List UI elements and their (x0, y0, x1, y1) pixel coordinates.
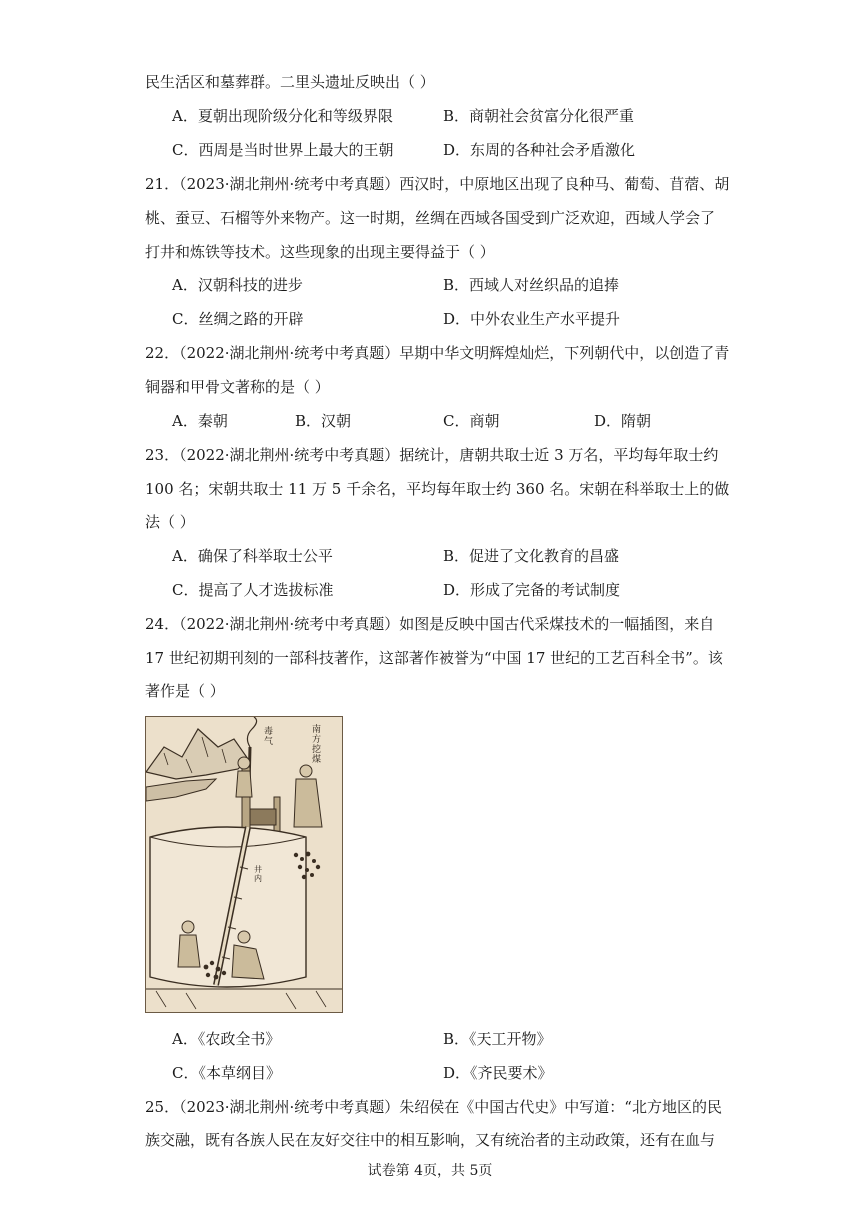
question-22-line-1: 22．（2022·湖北荆州·统考中考真题）早期中华文明辉煌灿烂，下列朝代中，以创造了青 (145, 344, 730, 362)
q23-option-a: A．确保了科举取士公平 (172, 547, 333, 565)
question-21-line-1: 21．（2023·湖北荆州·统考中考真题）西汉时，中原地区出现了良种马、葡萄、苜蓿、胡 (145, 175, 730, 193)
question-20-stem-end: 民生活区和墓葬群。二里头遗址反映出（ ） (145, 73, 435, 91)
q24-option-c: C．《本草纲目》 (172, 1064, 281, 1082)
q20-option-a: A．夏朝出现阶级分化和等级界限 (172, 107, 393, 125)
question-23-line-3: 法（ ） (145, 513, 195, 531)
question-22-line-2: 铜器和甲骨文著称的是（ ） (145, 378, 330, 396)
figure-caption-main: 南方挖煤 (312, 725, 322, 765)
q22-option-a: A．秦朝 (172, 412, 228, 430)
q23-option-d: D．形成了完备的考试制度 (443, 581, 621, 599)
figure-label-inner: 井内 (254, 865, 262, 883)
q21-option-b: B．西域人对丝织品的追捧 (443, 276, 620, 294)
page-footer: 试卷第 4页，共 5页 (367, 1163, 493, 1179)
question-24-line-3: 著作是（ ） (145, 682, 225, 700)
question-23-line-1: 23．（2022·湖北荆州·统考中考真题）据统计，唐朝共取士近 3 万名，平均每年取士约 (145, 446, 719, 464)
q20-option-c: C．西周是当时世界上最大的王朝 (172, 141, 394, 159)
q22-option-b: B．汉朝 (295, 412, 352, 430)
q24-option-a: A．《农政全书》 (172, 1030, 281, 1048)
question-21-line-2: 桃、蚕豆、石榴等外来物产。这一时期，丝绸在西域各国受到广泛欢迎，西域人学会了 (145, 209, 716, 227)
question-24-line-2: 17 世纪初期刊刻的一部科技著作，这部著作被誉为“中国 17 世纪的工艺百科全书”。该 (145, 649, 723, 667)
question-25-line-2: 族交融，既有各族人民在友好交往中的相互影响，又有统治者的主动政策，还有在血与 (145, 1131, 716, 1149)
q24-option-d: D．《齐民要术》 (443, 1064, 553, 1082)
q23-option-b: B．促进了文化教育的昌盛 (443, 547, 620, 565)
q21-option-c: C．丝绸之路的开辟 (172, 310, 304, 328)
question-25-line-1: 25．（2023·湖北荆州·统考中考真题）朱绍侯在《中国古代史》中写道：“北方地区的民 (145, 1098, 722, 1116)
q23-option-c: C．提高了人才选拔标准 (172, 581, 334, 599)
q20-option-d: D．东周的各种社会矛盾激化 (443, 141, 636, 159)
question-24-line-1: 24．（2022·湖北荆州·统考中考真题）如图是反映中国古代采煤技术的一幅插图，来自 (145, 615, 715, 633)
figure-caption-side: 毒气 (264, 727, 274, 747)
q20-option-b: B．商朝社会贫富分化很严重 (443, 107, 635, 125)
q22-option-d: D．隋朝 (594, 412, 652, 430)
q21-option-a: A．汉朝科技的进步 (172, 276, 303, 294)
coal-mining-illustration (145, 716, 343, 1013)
question-23-line-2: 100 名；宋朝共取士 11 万 5 千余名，平均每年取士约 360 名。宋朝在科举取士上的做 (145, 480, 730, 498)
q22-option-c: C．商朝 (443, 412, 500, 430)
q24-option-b: B．《天工开物》 (443, 1030, 552, 1048)
question-21-line-3: 打井和炼铁等技术。这些现象的出现主要得益于（ ） (145, 243, 495, 261)
q21-option-d: D．中外农业生产水平提升 (443, 310, 621, 328)
